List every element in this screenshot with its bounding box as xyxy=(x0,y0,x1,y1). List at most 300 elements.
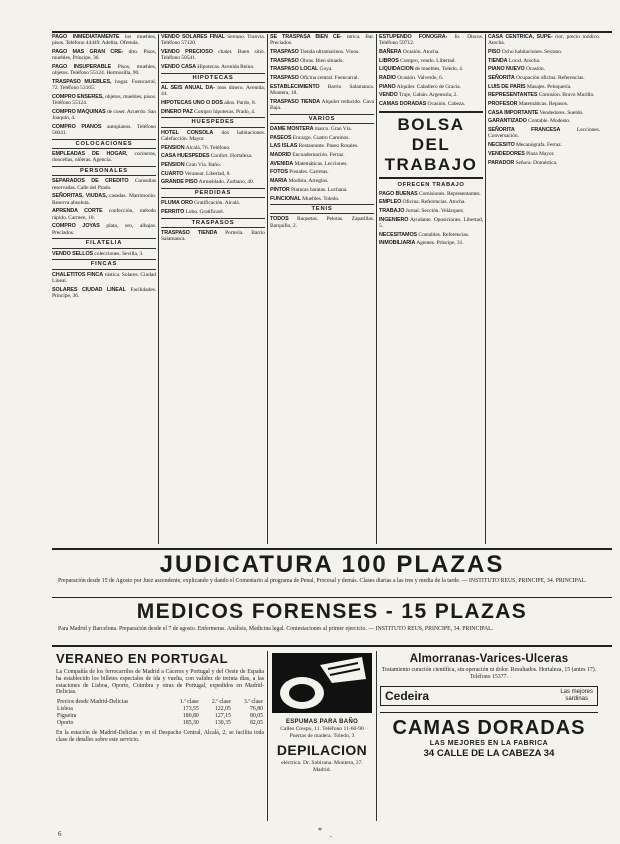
section-heading: HUESPEDES xyxy=(161,117,265,127)
almorranas-text: Tratamiento curación científica, sin operación ni dolor. Resultados. Hortaleza, 15 (antes 17). Teléfono 15377. xyxy=(381,667,597,680)
fares-col: 3.ª clase xyxy=(244,699,263,706)
cedeira-tag: Las mejores xyxy=(560,688,593,695)
classified-ad xyxy=(488,49,600,55)
subsection-heading: OFRECEN TRABAJO xyxy=(397,182,465,189)
ad-heading: CHALETITOS FINCA xyxy=(52,271,104,278)
ad-heading: AVENIDA xyxy=(270,160,294,167)
ad-text: Lecciones. Conversación. xyxy=(488,127,600,140)
ad-heading: RADIO xyxy=(379,75,396,82)
veraneo-footnote: En la estación de Madrid-Delicias y en el Despacho Central, Alcalá, 2, se facilita toda clase de detalles sobre este servicio. xyxy=(56,730,264,743)
column-divider xyxy=(267,34,268,544)
banner-rule xyxy=(52,597,612,598)
ad-heading: VENDO xyxy=(379,92,398,99)
classified-ad xyxy=(270,49,374,55)
ad-heading: COMPRO JOYAS xyxy=(52,223,100,230)
classified-ad xyxy=(270,178,374,184)
classified-ad xyxy=(161,64,265,70)
ad-text: Ayudante. Oposiciones. Libertad, 5. xyxy=(379,216,483,230)
ad-text: Gratificación. Alcalá. xyxy=(194,200,240,207)
ad-heading: PERRITO xyxy=(161,209,185,216)
classified-ad xyxy=(379,232,483,238)
fares-value: 130,35 xyxy=(214,720,231,727)
ad-text: Alquiler reducido. Cava Baja. xyxy=(270,98,374,112)
banner-rule xyxy=(52,548,612,550)
ad-heading: TRASPASO xyxy=(270,48,299,55)
ad-text: Gran Vía. Baño. xyxy=(185,161,221,168)
classified-ad xyxy=(379,208,483,214)
ad-text: Postales. Carretas. xyxy=(289,169,329,176)
ad-text: rior, precio módico. Atocha. xyxy=(488,34,600,47)
classified-ad xyxy=(379,92,483,98)
classified-ad xyxy=(161,162,265,168)
espumas-address-2: Puertas de madera. Toledo, 3 xyxy=(289,732,355,739)
cedeira-box xyxy=(380,686,598,706)
ad-heading: NECESITO xyxy=(488,142,515,149)
ad-heading: TRASPASO TIENDA xyxy=(270,98,321,105)
section-heading: TENIS xyxy=(270,204,374,214)
fares-value: 76,80 xyxy=(249,706,263,713)
ad-text: Restaurante. Paseo Rosales. xyxy=(298,143,359,150)
classified-ad xyxy=(52,94,156,107)
classified-ad xyxy=(161,34,265,47)
ad-text: Jornal. Sección. Velázquez. xyxy=(405,208,465,215)
footer-mark: * xyxy=(318,826,322,835)
ad-heading: FOTOS xyxy=(270,169,288,176)
ad-text: Agentes. Príncipe, 31. xyxy=(416,240,464,247)
classified-ad xyxy=(488,142,600,148)
fares-dest: Figueira xyxy=(57,713,77,720)
ad-heading: AL SEIS ANUAL DA- xyxy=(161,84,215,91)
classified-ad xyxy=(52,124,156,137)
ad-heading: TRASPASO MUEBLES, xyxy=(52,78,112,85)
camas-subtitle: LAS MEJORES EN LA FABRICA xyxy=(429,739,549,747)
table-row xyxy=(56,720,264,727)
classified-ad xyxy=(379,58,483,64)
ad-text: confección, método rápido. Carmen, 10. xyxy=(52,208,156,221)
ad-heading: VENDEDORES xyxy=(488,150,525,157)
classified-ad xyxy=(52,287,156,300)
ad-text: Mecanógrafa. Ferraz. xyxy=(515,142,562,149)
ad-text: plata, oro, alhajas. Preciados. xyxy=(52,223,156,236)
classified-ad xyxy=(488,160,600,166)
muebles-ad xyxy=(272,653,372,821)
medicos-title: MEDICOS FORENSES - 15 PLAZAS xyxy=(136,600,528,623)
ad-text: Facilidades. Príncipe, 36. xyxy=(52,286,156,299)
ad-heading: PARADOR xyxy=(488,159,515,166)
classified-ad xyxy=(270,169,374,175)
column-divider xyxy=(485,34,486,544)
ad-heading: INMOBILIARIA xyxy=(379,240,416,247)
ad-text: Encuadernación. Ferraz. xyxy=(292,152,345,159)
classified-ad xyxy=(52,109,156,122)
ad-heading: APRENDA CORTE xyxy=(52,208,103,215)
ad-text: Tienda ultramarinos. Vinos. xyxy=(299,48,360,55)
depilacion-text: eléctrica. Dr. Subirana. Montera, 37. Madrid. xyxy=(281,760,363,773)
classified-ad xyxy=(52,223,156,236)
classified-ad xyxy=(161,130,265,143)
classified-ad xyxy=(379,75,483,81)
ad-text: Amueblado. Zurbano, 40. xyxy=(198,179,254,186)
ad-heading: INGENIERO xyxy=(379,216,409,223)
classified-ad xyxy=(161,200,265,206)
classified-ad xyxy=(52,49,156,62)
ad-text: Ocupación oficina. Referencias. xyxy=(515,75,585,82)
classified-ad xyxy=(379,66,483,72)
classified-ad xyxy=(52,79,156,92)
section-heading: COLOCACIONES xyxy=(52,139,156,149)
fares-caption: Precios desde Madrid-Delicias xyxy=(57,699,129,706)
ad-text: Muebles. Toledo. xyxy=(302,195,340,202)
classified-ad xyxy=(488,127,600,140)
classified-ad xyxy=(270,161,374,167)
ad-heading: FUNCIONAL xyxy=(270,195,301,202)
ad-heading: SE TRASPASA BIEN CE- xyxy=(270,34,342,40)
ad-text: Goya. xyxy=(319,66,333,73)
classified-ad xyxy=(488,151,600,157)
fares-value: 173,55 xyxy=(182,706,199,713)
ad-text: Ocasión. Cabeza. xyxy=(427,101,465,108)
fares-value: 127,15 xyxy=(214,713,231,720)
ad-text: Matemáticas. Repasos. xyxy=(518,101,569,108)
classified-ad xyxy=(379,49,483,55)
ad-heading: HIPOTECAS UNO O DOS xyxy=(161,99,223,106)
ad-text: Obras. Bien situado. xyxy=(300,57,344,64)
ad-text: los muebles, pisos. Teléfono 44449. Adelita. Ofrenda. xyxy=(52,34,156,47)
ad-heading: TIENDA xyxy=(488,57,508,64)
ad-text: objetos, muebles, pisos. Teléfono 55124. xyxy=(52,93,156,107)
footer-mark: . xyxy=(330,830,332,839)
section-heading: PERDIDAS xyxy=(161,188,265,198)
classified-ad xyxy=(379,199,483,205)
ad-heading: GARANTIZADO xyxy=(488,118,527,125)
ad-heading: PENSION xyxy=(161,144,185,151)
camas-title: CAMAS DORADAS xyxy=(392,716,586,739)
ad-heading: HOTEL CONSOLA xyxy=(161,129,214,136)
classified-ad xyxy=(161,230,265,243)
ad-text: Pinturas baratas. Luchana. xyxy=(290,186,348,193)
ad-text: Ocasión. Valverde, 6. xyxy=(397,75,443,82)
ad-heading: VENDO CASA xyxy=(161,63,196,70)
ad-text: Compro, vendo. Libertad. xyxy=(400,57,456,64)
ad-text: Veranear. Libertad, 8. xyxy=(184,170,231,177)
ad-heading: PAGO MAS GRAN CRE- xyxy=(52,48,124,55)
classified-ad xyxy=(488,110,600,116)
ad-heading: PIANO xyxy=(379,83,396,90)
classified-ad xyxy=(270,152,374,158)
column-divider xyxy=(376,34,377,544)
ad-heading: CAMAS DORADAS xyxy=(379,101,427,108)
ad-heading: PROFESOR xyxy=(488,101,518,108)
ad-text: colecciones. Sevilla, 3. xyxy=(94,250,144,257)
classified-ad xyxy=(52,272,156,285)
section-heading: PERSONALES xyxy=(52,166,156,176)
ad-text: Hipotecas. Avenida Reina. xyxy=(197,63,254,70)
column-divider xyxy=(267,651,268,821)
classified-ad xyxy=(161,209,265,215)
ad-text: Oficina. Referencias. Atocha. xyxy=(402,199,466,206)
ad-heading: SEÑORITA FRANCESA xyxy=(488,127,561,134)
cedeira-tag: sardinas xyxy=(565,695,588,702)
ad-text: Compro hipotecas. Prado, 4. xyxy=(194,108,256,115)
ad-text: años. Pardo, 8. xyxy=(224,99,256,106)
classified-ad xyxy=(270,196,374,202)
ad-text: Serrano. Tranvía. Teléfono 57120. xyxy=(161,34,265,47)
cedeira-tagline xyxy=(560,689,593,703)
ad-text: Local. Atocha. xyxy=(508,57,541,64)
fares-col: 1.ª clase xyxy=(179,699,199,706)
classified-ad xyxy=(379,101,483,107)
ad-heading: TRASPASO LOCAL xyxy=(270,66,319,73)
classified-ad xyxy=(488,66,600,72)
classified-ad xyxy=(161,49,265,62)
fares-dest: Lisboa xyxy=(57,706,73,713)
section-heading: VARIOS xyxy=(270,114,374,124)
ad-text: Contables. Referencias. xyxy=(418,231,470,238)
ad-text: chalet. Buen sitio. Teléfono 50541. xyxy=(161,48,265,62)
ad-heading: VENDO SOLARES FINAL xyxy=(161,34,225,40)
ad-heading: PINTOR xyxy=(270,186,290,193)
ad-heading: TRASPASO TIENDA xyxy=(161,230,218,236)
ad-heading: PAGO INMEDIATAMENTE xyxy=(52,34,120,40)
classified-ad xyxy=(270,126,374,132)
ad-text: Oficina central. Fuencarral. xyxy=(300,75,359,82)
classified-ad xyxy=(52,34,156,47)
ad-text: Vendedores. Sueldo. xyxy=(539,109,584,116)
fares-value: 122,05 xyxy=(214,706,231,713)
classified-ad xyxy=(161,153,265,159)
classified-ad xyxy=(270,143,374,149)
classified-ad xyxy=(52,193,156,206)
ad-heading: MADRID xyxy=(270,152,291,159)
espumas-heading: ESPUMAS PARA BAÑO xyxy=(285,719,359,725)
ad-heading: PENSION xyxy=(161,161,185,168)
classified-ad xyxy=(52,251,156,257)
ad-text: Lobo. Gratificaré. xyxy=(185,209,224,216)
ad-text: fo. Discos. Teléfono 59712. xyxy=(379,34,483,47)
fares-dest: Oporto xyxy=(57,720,74,727)
ad-text: cocineras, doncellas, niñeras. Agencia. xyxy=(52,151,156,164)
classified-ad xyxy=(488,75,600,81)
ad-heading: PAGO BUENAS xyxy=(379,190,418,197)
ad-heading: SOLARES CIUDAD LINEAL xyxy=(52,286,126,293)
classified-ad xyxy=(270,66,374,72)
classified-ad xyxy=(52,64,156,77)
classified-ad xyxy=(270,216,374,229)
classified-ad xyxy=(270,84,374,97)
ad-text: Comisión. Bravo Murillo. xyxy=(538,92,595,99)
ad-heading: TRASPASO xyxy=(270,57,299,64)
cedeira-name: Cedeira xyxy=(385,688,430,703)
ad-heading: DINERO PAZ xyxy=(161,108,193,115)
column-4 xyxy=(379,34,483,544)
veraneo-ad xyxy=(56,651,264,821)
ad-heading: MARIA xyxy=(270,178,288,185)
veraneo-text: La Compañía de los ferrocarriles de Madrid a Cáceres y Portugal y del Oeste de España ha establecido los billetes especiales de ida y vuelta, con validez de treinta días, a las estaciones de Lisboa, Oporto, Coimbra y otras de Portugal, expedidos en Madrid-Delicias. xyxy=(56,669,264,696)
ad-heading: CASA HUESPEDES xyxy=(161,153,210,160)
classified-ad xyxy=(488,34,600,47)
bolsa-del-trabajo-heading: BOLSA DEL TRABAJO xyxy=(379,111,483,179)
espumas-address: Calles Crespo, 11. Teléfono 11-60-90 xyxy=(280,726,364,732)
ad-text: Alquiler. Caballero de Gracia. xyxy=(396,83,461,90)
ad-heading: DAME MONTERA xyxy=(270,126,314,132)
classified-ad xyxy=(161,85,265,98)
classified-ad xyxy=(161,100,265,106)
ad-text: Comisiones. Representantes. xyxy=(418,190,481,197)
veraneo-title: VERANEO EN PORTUGAL xyxy=(56,651,229,666)
ad-text: rústica. Solares. Ciudad Lineal. xyxy=(52,271,156,284)
section-heading: TRASPASOS xyxy=(161,218,265,228)
ad-heading: VENDO PRECIOSO xyxy=(161,48,213,55)
ad-heading: GRANDE PISO xyxy=(161,179,198,186)
classified-ad xyxy=(161,171,265,177)
ad-text: Portería. Barrio Salamanca. xyxy=(161,230,265,243)
ad-text: de coser. Acuerdo. San Joaquín, 4. xyxy=(52,108,156,122)
ad-heading: COMPRO MAQUINAS xyxy=(52,108,106,115)
fares-value: 185,30 xyxy=(182,720,199,727)
classified-ad xyxy=(270,58,374,64)
classified-ad xyxy=(379,240,483,246)
top-rule xyxy=(52,31,612,33)
classified-ad xyxy=(488,101,600,107)
ad-text: Consultas reservadas. Calle del Prado. xyxy=(52,178,156,191)
ad-heading: CASA IMPORTANTE xyxy=(488,109,539,116)
table-row xyxy=(56,706,264,713)
ad-text: mos dinero. Avenida, 44. xyxy=(161,84,265,98)
ad-text: de muebles. Toledo, 4. xyxy=(414,66,464,73)
classified-ad xyxy=(488,58,600,64)
ad-text: Contable. Modesto. xyxy=(528,118,571,125)
fares-header xyxy=(56,699,264,706)
ad-text: Encargo. Cuatro Caminos. xyxy=(292,134,350,141)
classified-ad xyxy=(270,99,374,112)
fares-value: 180,80 xyxy=(182,713,199,720)
ad-heading: NECESITAMOS xyxy=(379,231,418,238)
ad-text: Alcalá, 76. Teléfono. xyxy=(185,144,231,151)
column-2 xyxy=(161,34,265,544)
ad-heading: TODOS xyxy=(270,216,289,223)
ad-text: Confort. Hortaleza. xyxy=(210,153,253,160)
classified-ad xyxy=(52,151,156,164)
classified-ad xyxy=(488,92,600,98)
column-divider xyxy=(158,34,159,544)
ad-heading: CASA CENTRICA, SUPE- xyxy=(488,34,553,40)
ad-heading: SEPARADOS DE CREDITO xyxy=(52,178,129,185)
classified-ad xyxy=(161,145,265,151)
ad-heading: CUARTO xyxy=(161,170,184,177)
classified-ad xyxy=(488,118,600,124)
fares-table xyxy=(56,699,264,727)
ad-text: dos habitaciones. Calefacción. Mayor. xyxy=(161,129,265,142)
banner-rule xyxy=(52,645,612,647)
ad-heading: TRASPASO xyxy=(270,75,299,82)
ad-heading: SEÑORITA xyxy=(488,75,515,82)
ad-text: ntrica. Bar. Preciados. xyxy=(270,34,374,47)
ad-text: Ocasión. Atocha. xyxy=(402,48,440,55)
fares-value: 82,05 xyxy=(249,720,263,727)
depilacion-title: DEPILACION xyxy=(276,742,368,759)
table-row xyxy=(56,713,264,720)
classified-ad xyxy=(270,34,374,47)
camas-address: 34 CALLE DE LA CABEZA 34 xyxy=(423,747,555,759)
classified-ad xyxy=(161,179,265,185)
ad-text: Ocasión. xyxy=(525,66,545,73)
ad-heading: COMPRO ENSERES, xyxy=(52,93,104,100)
ad-text: Raquetas. Pelotas. Zapatillas. Barquillo, 2. xyxy=(270,216,374,229)
judicatura-text: Preparación desde 15 de Agosto por Juez ascendente, explicando y dando el Comentario al programa de Penal, Procesal y demás. Clases diarias a las tres y media de la tarde. — INSTITUTO REUS, PRINCIPE, 34. PRINCIPAL. xyxy=(58,578,587,584)
ad-text: Matemáticas. Lecciones. xyxy=(294,160,348,167)
ad-text: Barrio Salamanca. Montera, 18. xyxy=(270,83,374,97)
ad-heading: PLUMA ORO xyxy=(161,200,193,207)
almorranas-title: Almorranas-Varices-Ulceras xyxy=(409,653,569,665)
right-ads xyxy=(380,651,598,823)
classified-ad xyxy=(161,109,265,115)
ad-text: Ocho habitaciones. Serrano. xyxy=(501,48,563,55)
fares-col: 2.ª clase xyxy=(211,699,231,706)
camas-ad xyxy=(380,712,598,760)
tire-illustration-icon xyxy=(272,653,372,713)
classified-ad xyxy=(379,217,483,230)
ad-heading: LIQUIDACION xyxy=(379,66,414,73)
ad-text: Plaza Mayor. xyxy=(526,150,555,157)
column-3 xyxy=(270,34,374,544)
ad-heading: LUIS DE PARIS xyxy=(488,83,526,90)
ad-heading: VENDO SELLOS xyxy=(52,250,94,257)
classified-ad xyxy=(379,84,483,90)
ad-heading: PISO xyxy=(488,48,501,55)
classified-ad xyxy=(488,84,600,90)
ad-text: hogar. Fuencarral, 72. Teléfono 53165. xyxy=(52,78,156,92)
ad-heading: PAGO INSUPERABLE xyxy=(52,63,112,70)
classified-ad xyxy=(379,34,483,47)
column-1 xyxy=(52,34,156,544)
ad-text: Masajes. Peluquería. xyxy=(526,83,572,90)
ad-text: Señora. Doméstica. xyxy=(515,159,558,166)
ad-text: Modista. Arreglos. xyxy=(288,178,329,185)
fares-value: 80,05 xyxy=(249,713,263,720)
ad-text: marco. Gran Vía. xyxy=(314,126,352,132)
classified-ad xyxy=(270,75,374,81)
classified-ad xyxy=(52,178,156,191)
ad-heading: ESTABLECIMIENTO xyxy=(270,83,320,90)
classified-ad xyxy=(379,191,483,197)
section-heading: FINCAS xyxy=(52,259,156,269)
ad-text: autopianos. Teléfono 56041. xyxy=(52,123,156,137)
section-heading: HIPOTECAS xyxy=(161,73,265,83)
ad-heading: BAÑERA xyxy=(379,48,402,55)
judicatura-title: JUDICATURA 100 PLAZAS xyxy=(159,551,505,578)
ad-heading: LIBROS xyxy=(379,57,399,64)
section-heading: FILATELIA xyxy=(52,238,156,248)
ad-heading: LAS ISLAS xyxy=(270,143,298,150)
ad-heading: REPRESENTANTES xyxy=(488,92,538,99)
ad-heading: SEÑORITAS, VIUDAS, xyxy=(52,193,107,200)
ad-heading: TRABAJO xyxy=(379,208,405,215)
ad-text: dito. Pisos, muebles, Príncipe, 36. xyxy=(52,48,156,62)
medicos-text: Para Madrid y Barcelona. Preparación desde el 7 de agosto. Enfermeras. Análisis, Medicina legal. Contestaciones al primer ejercicio. — INSTITUTO REUS, PRINCIPE, 34. PRINCIPAL. xyxy=(58,626,494,632)
ad-heading: PIANO NUEVO xyxy=(488,66,525,73)
ad-heading: COMPRO PIANOS xyxy=(52,123,102,130)
classified-ad xyxy=(52,208,156,221)
column-divider xyxy=(376,651,377,821)
ad-heading: EMPLEADAS DE HOGAR, xyxy=(52,151,128,158)
ad-text: casadas. Matrimonio. Reserva absoluta. xyxy=(52,193,156,206)
ad-text: Traje, Gabán. Argensola, 2. xyxy=(398,92,458,99)
classified-ad xyxy=(270,135,374,141)
classified-ad xyxy=(270,187,374,193)
ad-heading: PASEOS xyxy=(270,134,292,141)
ad-text: Pisos, muebles, objetos. Teléfono 55124. Hermosilla, 90. xyxy=(52,63,156,77)
column-5 xyxy=(488,34,600,544)
